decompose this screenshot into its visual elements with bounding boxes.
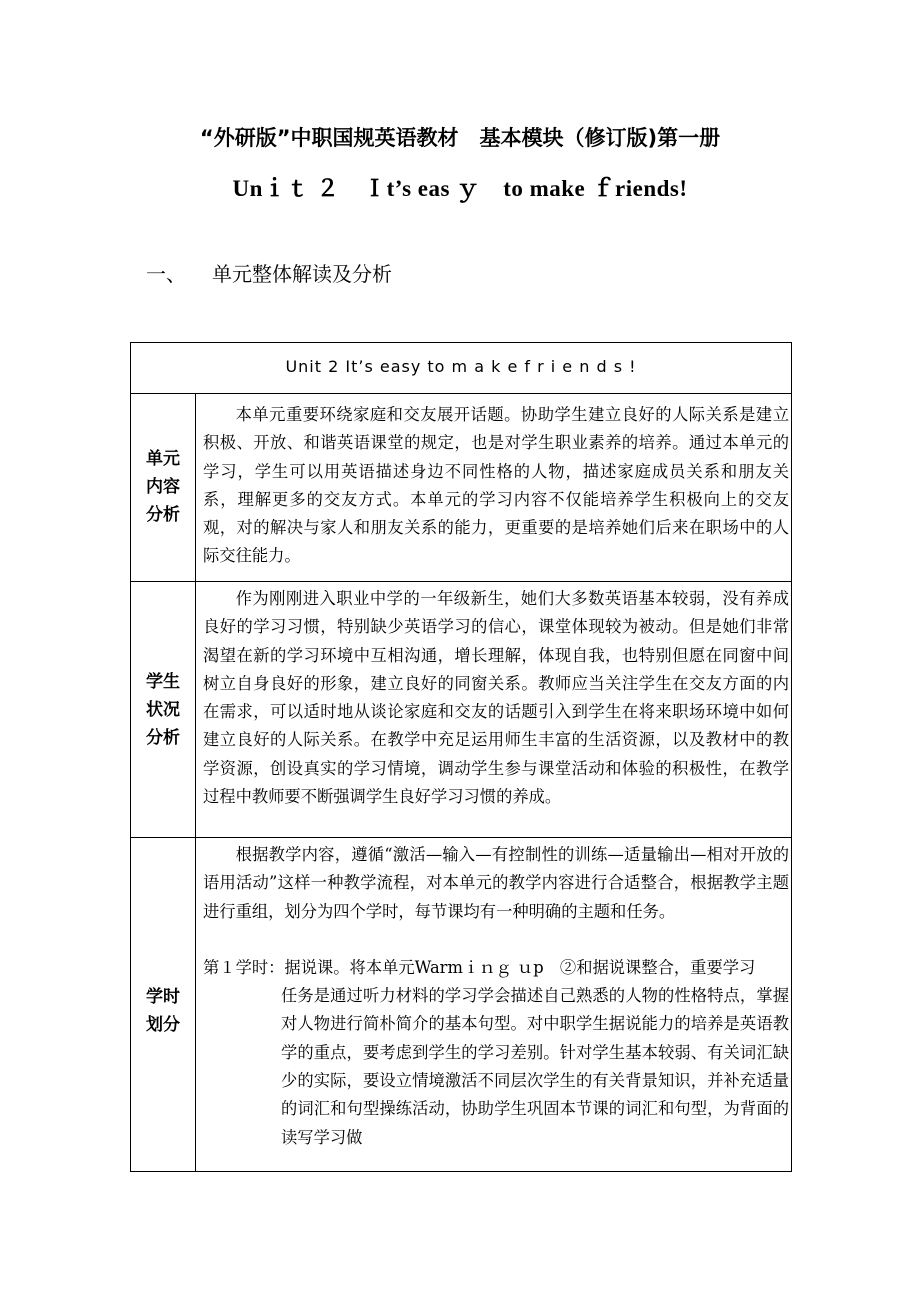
row-label-lesson-division: 学时 划分 — [146, 987, 180, 1035]
content-analysis-text: 本单元重要环绕家庭和交友展开话题。协助学生建立良好的人际关系是建立积极、开放、和谐英语课堂的规定，也是对学生职业素养的培养。通过本单元的学习，学生可以用英语描述身边不同性格的人物，描述家庭成员关系和朋友关系，理解更多的交友方式。本单元的学习内容不仅能培养学生积极向上的交友观，对的解决与家人和朋友关系的能力，更重要的是培养她们后来在职场中的人际交往能力。 — [203, 405, 789, 566]
section-title: 单元整体解读及分析 — [212, 262, 392, 286]
column-divider — [195, 393, 196, 1171]
section-number: 一、 — [146, 262, 186, 286]
unit-analysis-table — [130, 342, 792, 1172]
student-analysis-text: 作为刚刚进入职业中学的一年级新生，她们大多数英语基本较弱，没有养成良好的学习习惯，特别缺少英语学习的信心，课堂体现较为被动。但是她们非常渴望在新的学习环境中互相沟通，增长理解，体现自我，也特别但愿在同窗中间树立自身良好的形象，建立良好的同窗关系。教师应当关注学生在交友方面的内在需求，可以适时地从谈论家庭和交友的话题引入到学生在将来职场环境中如何建立良好的人际关系。在教学中充足运用师生丰富的生活资源，以及教材中的教学资源，创设真实的学习情境，调动学生参与课堂活动和体验的积极性，在教学过程中教师要不断强调学生良好学习习惯的养成。 — [203, 589, 789, 807]
row-label-content-analysis: 单元 内容 分析 — [146, 449, 180, 525]
row-divider — [131, 581, 791, 582]
table-header: Unit 2 It’s easy to m a k e f r i e n d s ! — [131, 343, 791, 394]
row-label-student-analysis: 学生 状况 分析 — [146, 672, 180, 748]
unit-title: Unｉｔ ２ Ｉt’s eas ｙ to make ｆriends! — [232, 176, 688, 201]
lesson-1-item — [203, 954, 789, 1152]
lesson-1-description: 任务是通过听力材料的学习学会描述自己熟悉的人物的性格特点，掌握对人物进行简朴简介的基本句型。对中职学生据说能力的培养是英语教学的重点，要考虑到学生的学习差别。针对学生基本较弱、有关词汇缺少的实际，要设立情境激活不同层次学生的有关背景知识，并补充适量的词汇和句型操练活动，协助学生巩固本节课的词汇和句型，为背面的读写学习做 — [281, 986, 789, 1147]
row-divider — [131, 837, 791, 838]
lesson-1-heading: 第１学时：据说课。将本单元Warmｉｎｇ ｕp ②和据说课整合，重要学习 — [203, 957, 756, 977]
document-title: “外研版”中职国规英语教材 基本模块（修订版)第一册 — [199, 126, 721, 150]
section-heading — [146, 258, 392, 287]
lesson-division-text: 根据教学内容，遵循“激活—输入—有控制性的训练—适量输出—相对开放的语用活动”这样一种教学流程，对本单元的教学内容进行合适整合，根据教学主题进行重组，划分为四个学时，每节课均有一种明确的主题和任务。 第１学时：据说课。将本单元Warmｉｎｇ ｕp ②和据说课整合，重要学习 任务是通过听力材料的学习学会描述自己熟悉的人物的性格特点，掌握对人物进行简朴简介的基本句型。对中职学生据说能力的培养是英语教学的重点，要考虑到学生的学习差别。针对学生基本较弱、有关词汇缺少的实际，要设立情境激活不同层次学生的有关背景知识，并补充适量的词汇和句型操练活动，协助学生巩固本节课的词汇和句型，为背面的读写学习做 — [203, 841, 789, 1152]
